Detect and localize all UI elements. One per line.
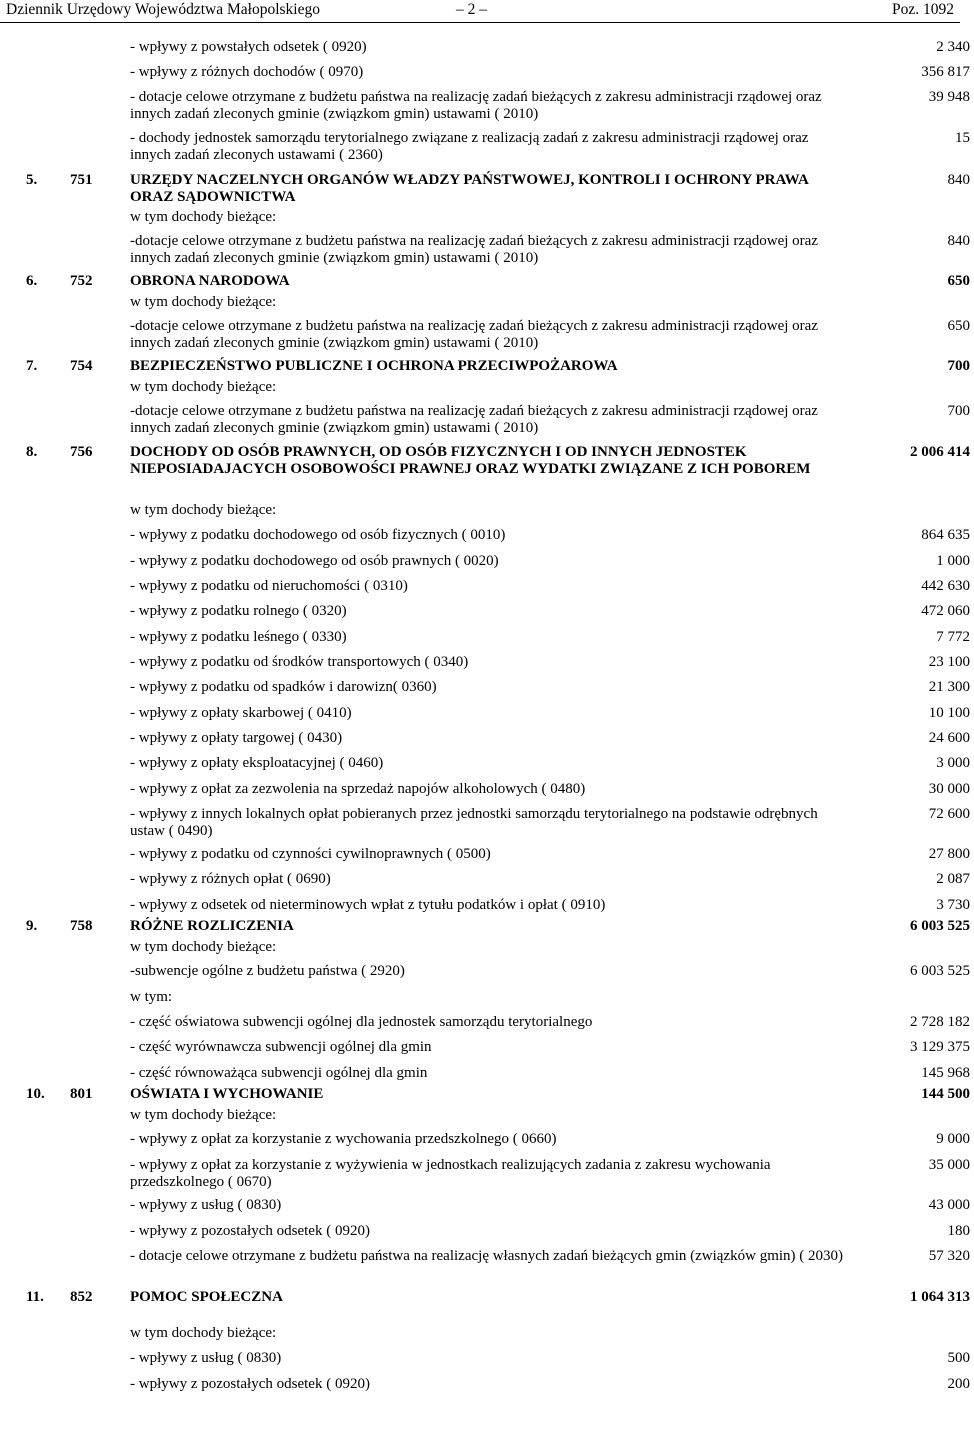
section-number	[22, 501, 66, 526]
item-row	[22, 1130, 974, 1156]
item-row	[22, 501, 974, 526]
chapter-code	[66, 754, 126, 780]
item-description: - wpływy z różnych dochodów ( 0970)	[130, 64, 364, 80]
chapter-code	[66, 870, 126, 896]
item-amount: 9 000	[936, 1131, 970, 1147]
item-row	[22, 129, 974, 171]
section-row	[22, 357, 974, 378]
section-number	[22, 780, 66, 805]
item-row	[22, 896, 974, 917]
budget-table-body	[22, 38, 974, 1397]
item-row	[22, 704, 974, 729]
chapter-code: 801	[70, 1086, 93, 1102]
item-amount	[850, 1324, 974, 1349]
chapter-code	[66, 1222, 126, 1247]
item-description: - wpływy z usług ( 0830)	[130, 1350, 282, 1366]
item-row	[22, 577, 974, 602]
section-number	[22, 526, 66, 552]
item-row	[22, 1064, 974, 1085]
section-number	[22, 552, 66, 577]
item-description: DOCHODY OD OSÓB PRAWNYCH, OD OSÓB FIZYCZNYCH I OD INNYCH JEDNOSTEK NIEPOSIADAJACYCH OSOBOWOŚCI PRAWNEJ ORAZ WYDATKI ZWIĄZANE Z ICH POBOREM	[130, 444, 811, 477]
item-description: -subwencje ogólne z budżetu państwa ( 2920)	[130, 963, 405, 979]
item-amount: 39 948	[928, 89, 970, 105]
item-description: - wpływy z podatku rolnego ( 0320)	[130, 603, 347, 619]
item-amount: 3 000	[936, 755, 970, 771]
item-amount	[850, 378, 974, 402]
item-row	[22, 628, 974, 653]
item-row	[22, 1247, 974, 1288]
item-row	[22, 402, 974, 443]
section-number	[22, 129, 66, 171]
page-number: – 2 –	[456, 1, 487, 18]
chapter-code	[66, 1324, 126, 1349]
item-row	[22, 293, 974, 317]
item-row	[22, 1156, 974, 1196]
item-amount: 180	[947, 1223, 970, 1239]
position-number: Poz. 1092	[892, 1, 954, 18]
section-number	[22, 678, 66, 704]
item-row	[22, 845, 974, 870]
chapter-code: 758	[70, 918, 93, 934]
item-row	[22, 1222, 974, 1247]
item-amount	[850, 501, 974, 526]
item-amount: 24 600	[928, 730, 970, 746]
section-number	[22, 293, 66, 317]
chapter-code: 751	[70, 172, 93, 188]
item-description: - część równoważąca subwencji ogólnej dla gmin	[130, 1065, 428, 1081]
item-amount: 23 100	[928, 654, 970, 670]
section-number	[22, 1375, 66, 1397]
chapter-code	[66, 1064, 126, 1085]
chapter-code	[66, 602, 126, 628]
item-description: OŚWIATA I WYCHOWANIE	[130, 1086, 324, 1102]
section-number	[22, 88, 66, 129]
section-number	[22, 63, 66, 88]
item-amount: 145 968	[921, 1065, 970, 1081]
item-amount: 3 730	[936, 897, 970, 913]
item-amount: 864 635	[921, 527, 970, 543]
item-amount: 2 006 414	[910, 444, 970, 460]
section-number	[22, 1247, 66, 1288]
section-row	[22, 171, 974, 208]
item-row	[22, 208, 974, 232]
item-amount: 6 003 525	[910, 963, 970, 979]
item-row	[22, 378, 974, 402]
item-row	[22, 962, 974, 988]
item-description: - wpływy z innych lokalnych opłat pobieranych przez jednostki samorządu terytorialnego na podstawie odrębnych ustaw ( 0490)	[130, 806, 818, 839]
item-description: - wpływy z podatku dochodowego od osób prawnych ( 0020)	[130, 553, 499, 569]
section-number	[22, 845, 66, 870]
item-description: - wpływy z opłaty eksploatacyjnej ( 0460)	[130, 755, 384, 771]
journal-title: Dziennik Urzędowy Województwa Małopolskiego	[6, 1, 320, 18]
item-row	[22, 729, 974, 754]
item-description: - dotacje celowe otrzymane z budżetu państwa na realizację zadań bieżących z zakresu administracji rządowej oraz innych zadań zleconych gminie (związkom gmin) ustawami ( 2010)	[130, 89, 822, 122]
section-number	[22, 1349, 66, 1375]
chapter-code	[66, 38, 126, 63]
item-description: - wpływy z powstałych odsetek ( 0920)	[130, 39, 367, 55]
chapter-code	[66, 129, 126, 171]
section-number	[22, 896, 66, 917]
item-amount: 72 600	[928, 806, 970, 822]
item-amount	[850, 988, 974, 1013]
item-amount: 700	[947, 403, 970, 419]
item-description: - część wyrównawcza subwencji ogólnej dla gmin	[130, 1039, 432, 1055]
chapter-code	[66, 780, 126, 805]
item-row	[22, 232, 974, 272]
item-amount: 2 728 182	[910, 1014, 970, 1030]
chapter-code: 752	[70, 273, 93, 289]
item-amount	[850, 938, 974, 962]
item-row	[22, 1013, 974, 1038]
item-row	[22, 526, 974, 552]
section-number	[22, 938, 66, 962]
item-amount: 1 064 313	[910, 1289, 970, 1305]
chapter-code	[66, 962, 126, 988]
chapter-code	[66, 208, 126, 232]
item-amount: 15	[955, 130, 970, 146]
chapter-code	[66, 402, 126, 443]
chapter-code	[66, 1196, 126, 1222]
item-amount: 2 340	[936, 39, 970, 55]
item-description: - wpływy z pozostałych odsetek ( 0920)	[130, 1223, 370, 1239]
budget-table	[22, 38, 974, 1397]
item-description: - wpływy z opłat za korzystanie z wychowania przedszkolnego ( 0660)	[130, 1131, 557, 1147]
section-number: 7.	[26, 358, 38, 374]
item-description: w tym dochody bieżące:	[130, 379, 277, 395]
item-description: - wpływy z podatku od czynności cywilnoprawnych ( 0500)	[130, 846, 491, 862]
item-amount: 10 100	[928, 705, 970, 721]
section-number	[22, 317, 66, 357]
item-description: - wpływy z usług ( 0830)	[130, 1197, 282, 1213]
section-number	[22, 1222, 66, 1247]
item-row	[22, 653, 974, 678]
item-amount: 200	[947, 1376, 970, 1392]
section-number	[22, 729, 66, 754]
item-amount: 472 060	[921, 603, 970, 619]
item-description: - dochody jednostek samorządu terytorialnego związane z realizacją zadań z zakresu administracji rządowej oraz innych zadań zleconych ustawami ( 2360)	[130, 130, 809, 163]
section-number: 5.	[26, 172, 38, 188]
section-row	[22, 917, 974, 938]
section-number: 6.	[26, 273, 38, 289]
chapter-code	[66, 232, 126, 272]
item-amount: 840	[947, 233, 970, 249]
section-number	[22, 1106, 66, 1130]
chapter-code	[66, 293, 126, 317]
item-amount: 500	[947, 1350, 970, 1366]
item-row	[22, 38, 974, 63]
chapter-code	[66, 805, 126, 845]
item-description: URZĘDY NACZELNYCH ORGANÓW WŁADZY PAŃSTWOWEJ, KONTROLI I OCHRONY PRAWA ORAZ SĄDOWNICTWA	[130, 172, 808, 205]
item-amount	[850, 293, 974, 317]
item-description: w tym dochody bieżące:	[130, 1325, 277, 1341]
chapter-code	[66, 317, 126, 357]
section-row	[22, 1085, 974, 1106]
chapter-code	[66, 1156, 126, 1196]
section-number	[22, 1013, 66, 1038]
item-amount	[850, 208, 974, 232]
chapter-code	[66, 577, 126, 602]
item-description: - wpływy z podatku dochodowego od osób fizycznych ( 0010)	[130, 527, 506, 543]
section-number	[22, 38, 66, 63]
section-row	[22, 272, 974, 293]
section-number	[22, 1064, 66, 1085]
item-row	[22, 317, 974, 357]
item-row	[22, 1349, 974, 1375]
section-number	[22, 402, 66, 443]
item-amount: 700	[947, 358, 970, 374]
item-description: - wpływy z podatku od spadków i darowizn( 0360)	[130, 679, 437, 695]
item-description: OBRONA NARODOWA	[130, 273, 290, 289]
chapter-code	[66, 1349, 126, 1375]
item-row	[22, 988, 974, 1013]
section-number	[22, 1156, 66, 1196]
item-description: BEZPIECZEŃSTWO PUBLICZNE I OCHRONA PRZECIWPOŻAROWA	[130, 358, 618, 374]
item-description: RÓŻNE ROZLICZENIA	[130, 918, 294, 934]
chapter-code	[66, 1130, 126, 1156]
chapter-code	[66, 896, 126, 917]
chapter-code	[66, 552, 126, 577]
item-amount: 30 000	[928, 781, 970, 797]
item-amount: 650	[947, 273, 970, 289]
item-description: - dotacje celowe otrzymane z budżetu państwa na realizację własnych zadań bieżących gmin (związków gmin) ( 2030)	[130, 1248, 844, 1264]
chapter-code	[66, 526, 126, 552]
item-row	[22, 1106, 974, 1130]
section-number	[22, 628, 66, 653]
section-number	[22, 1196, 66, 1222]
item-row	[22, 1196, 974, 1222]
item-amount: 6 003 525	[910, 918, 970, 934]
item-amount: 3 129 375	[910, 1039, 970, 1055]
section-number	[22, 754, 66, 780]
item-description: POMOC SPOŁECZNA	[130, 1289, 283, 1305]
item-description: w tym dochody bieżące:	[130, 1107, 277, 1123]
chapter-code	[66, 729, 126, 754]
item-amount: 21 300	[928, 679, 970, 695]
item-amount: 35 000	[928, 1157, 970, 1173]
item-description: w tym dochody bieżące:	[130, 209, 277, 225]
chapter-code	[66, 678, 126, 704]
item-description: - wpływy z opłaty skarbowej ( 0410)	[130, 705, 352, 721]
chapter-code	[66, 63, 126, 88]
chapter-code	[66, 1038, 126, 1064]
chapter-code	[66, 1013, 126, 1038]
chapter-code	[66, 1247, 126, 1288]
section-number	[22, 962, 66, 988]
item-row	[22, 602, 974, 628]
chapter-code	[66, 704, 126, 729]
item-amount: 840	[947, 172, 970, 188]
item-description: - wpływy z odsetek od nieterminowych wpłat z tytułu podatków i opłat ( 0910)	[130, 897, 606, 913]
item-description: - wpływy z podatku od nieruchomości ( 0310)	[130, 578, 408, 594]
item-amount: 7 772	[936, 629, 970, 645]
chapter-code	[66, 845, 126, 870]
section-number	[22, 870, 66, 896]
chapter-code	[66, 653, 126, 678]
section-number: 9.	[26, 918, 38, 934]
item-row	[22, 870, 974, 896]
chapter-code	[66, 501, 126, 526]
item-description: -dotacje celowe otrzymane z budżetu państwa na realizację zadań bieżących z zakresu administracji rządowej oraz innych zadań zleconych gminie (związkom gmin) ustawami ( 2010)	[130, 233, 818, 266]
item-row	[22, 552, 974, 577]
item-description: -dotacje celowe otrzymane z budżetu państwa na realizację zadań bieżących z zakresu administracji rządowej oraz innych zadań zleconych gminie (związkom gmin) ustawami ( 2010)	[130, 318, 818, 351]
item-description: w tym dochody bieżące:	[130, 294, 277, 310]
item-row	[22, 754, 974, 780]
chapter-code: 852	[70, 1289, 93, 1305]
section-row	[22, 443, 974, 501]
item-amount: 650	[947, 318, 970, 334]
item-row	[22, 938, 974, 962]
section-number	[22, 988, 66, 1013]
item-row	[22, 1038, 974, 1064]
item-amount: 356 817	[921, 64, 970, 80]
item-description: w tym dochody bieżące:	[130, 939, 277, 955]
chapter-code: 754	[70, 358, 93, 374]
item-amount: 43 000	[928, 1197, 970, 1213]
page-header	[0, 0, 960, 23]
chapter-code	[66, 628, 126, 653]
section-number	[22, 577, 66, 602]
chapter-code	[66, 378, 126, 402]
item-row	[22, 678, 974, 704]
item-description: - wpływy z podatku od środków transportowych ( 0340)	[130, 654, 469, 670]
item-amount: 144 500	[921, 1086, 970, 1102]
section-number	[22, 378, 66, 402]
item-amount: 57 320	[928, 1248, 970, 1264]
section-number	[22, 1038, 66, 1064]
item-row	[22, 63, 974, 88]
item-description: - wpływy z różnych opłat ( 0690)	[130, 871, 331, 887]
item-amount: 2 087	[936, 871, 970, 887]
section-number	[22, 1324, 66, 1349]
item-description: - część oświatowa subwencji ogólnej dla jednostek samorządu terytorialnego	[130, 1014, 593, 1030]
item-amount: 27 800	[928, 846, 970, 862]
item-description: w tym:	[130, 989, 173, 1005]
chapter-code	[66, 1375, 126, 1397]
chapter-code	[66, 88, 126, 129]
item-description: - wpływy z opłaty targowej ( 0430)	[130, 730, 343, 746]
chapter-code: 756	[70, 444, 93, 460]
item-description: w tym dochody bieżące:	[130, 502, 277, 518]
section-number: 8.	[26, 444, 38, 460]
item-row	[22, 1375, 974, 1397]
section-number	[22, 805, 66, 845]
section-number	[22, 232, 66, 272]
section-number	[22, 602, 66, 628]
item-description: -dotacje celowe otrzymane z budżetu państwa na realizację zadań bieżących z zakresu administracji rządowej oraz innych zadań zleconych gminie (związkom gmin) ustawami ( 2010)	[130, 403, 818, 436]
item-description: - wpływy z opłat za zezwolenia na sprzedaż napojów alkoholowych ( 0480)	[130, 781, 586, 797]
item-row	[22, 1324, 974, 1349]
item-amount: 442 630	[921, 578, 970, 594]
chapter-code	[66, 1106, 126, 1130]
section-number: 11.	[26, 1289, 44, 1305]
item-row	[22, 780, 974, 805]
section-number	[22, 653, 66, 678]
section-number	[22, 704, 66, 729]
item-row	[22, 805, 974, 845]
chapter-code	[66, 988, 126, 1013]
item-description: - wpływy z podatku leśnego ( 0330)	[130, 629, 347, 645]
item-description: - wpływy z pozostałych odsetek ( 0920)	[130, 1376, 370, 1392]
section-number	[22, 1130, 66, 1156]
item-description: - wpływy z opłat za korzystanie z wyżywienia w jednostkach realizujących zadania z zakresu wychowania przedszkolnego ( 0670)	[130, 1157, 771, 1190]
section-number	[22, 208, 66, 232]
chapter-code	[66, 938, 126, 962]
section-number: 10.	[26, 1086, 45, 1102]
item-amount: 1 000	[936, 553, 970, 569]
section-row	[22, 1288, 974, 1324]
item-amount	[850, 1106, 974, 1130]
item-row	[22, 88, 974, 129]
